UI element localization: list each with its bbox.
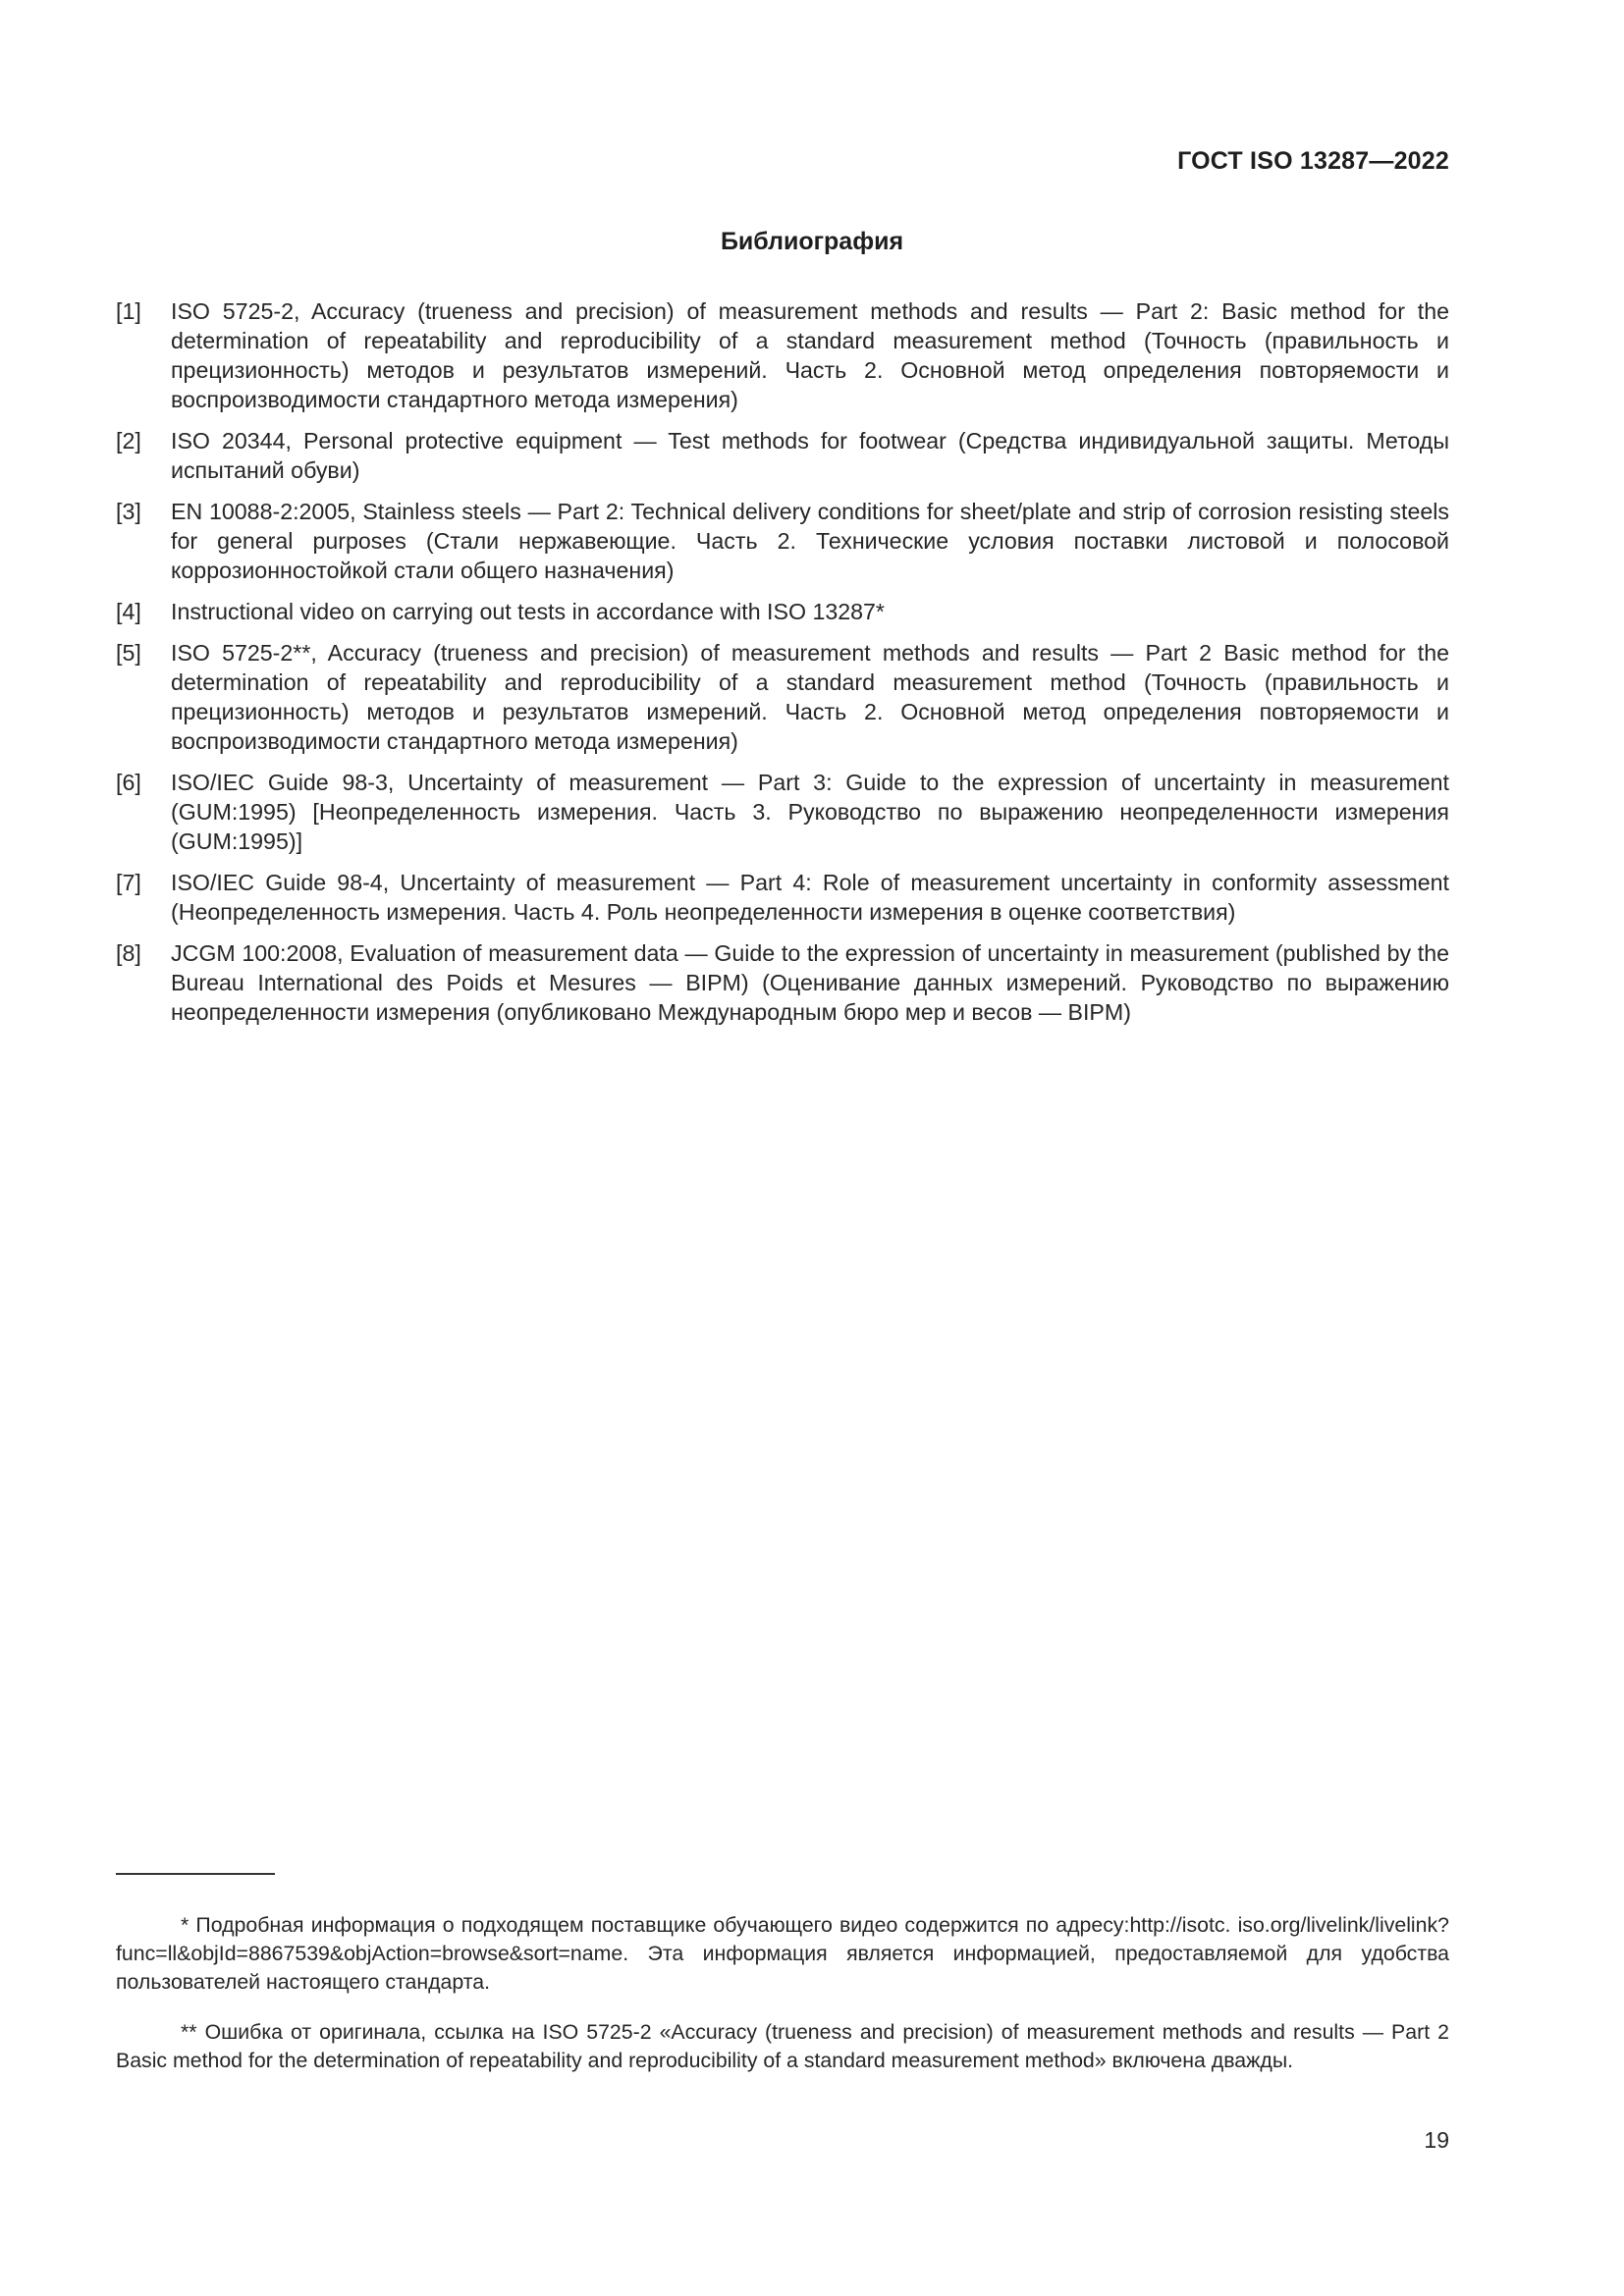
bibliography-entry-text: Instructional video on carrying out tests in accordance with ISO 13287* <box>171 599 885 624</box>
bibliography-entry <box>116 868 1449 927</box>
footnote-double-asterisk: ** Ошибка от оригинала, ссылка на ISO 5725-2 «Accuracy (trueness and precision) of measurement methods and results — Part 2 Basic method for the determination of repeatability and reproducibility of a standard measurement method» включена дважды. <box>116 2019 1449 2072</box>
footnote-single-asterisk: * Подробная информация о подходящем поставщике обучающего видео содержится по адресу:http://isotc. iso.org/livelink/livelink?func=ll&objId=8867539&objAction=browse&sort=name. Эта информация является информацией, предоставляемой для удобства пользователей настоящего стандарта. <box>116 1913 1449 1995</box>
bibliography-entry-text: ISO 5725-2, Accuracy (trueness and precision) of measurement methods and results — Part 2: Basic method for the determination of repeatability and reproducibility of a standard measurement method (Точность (правильность и прецизионность) методов и результатов измерений. Часть 2. Основной метод определения повторяемости и воспроизводимости стандартного метода измерения) <box>171 298 1449 412</box>
bibliography-entry <box>116 768 1449 856</box>
bibliography-entry-number: [1] <box>116 298 141 324</box>
bibliography-entry <box>116 426 1449 485</box>
bibliography-entry <box>116 597 1449 626</box>
document-standard-id: ГОСТ ISO 13287—2022 <box>1177 147 1449 175</box>
bibliography-entry-number: [6] <box>116 770 141 795</box>
page-number: 19 <box>1424 2127 1449 2153</box>
bibliography-entry-text: ISO 5725-2**, Accuracy (trueness and precision) of measurement methods and results — Part 2 Basic method for the determination of repeatability and reproducibility of a standard measurement method (Точность (правильность и прецизионность) методов и результатов измерений. Часть 2. Основной метод определения повторяемости и воспроизводимости стандартного метода измерения) <box>171 640 1449 754</box>
bibliography-entry-text: JCGM 100:2008, Evaluation of measurement data — Guide to the expression of uncertainty in measurement (published by the Bureau International des Poids et Mesures — BIPM) (Оценивание данных измерений. Руководство по выражению неопределенности измерения (опубликовано Международным бюро мер и весов — BIPM) <box>171 940 1449 1025</box>
bibliography-entry-number: [5] <box>116 640 141 666</box>
bibliography-entry-text: EN 10088-2:2005, Stainless steels — Part 2: Technical delivery conditions for sheet/plate and strip of corrosion resisting steels for general purposes (Стали нержавеющие. Часть 2. Технические условия поставки листовой и полосовой коррозионностойкой стали общего назначения) <box>171 499 1449 583</box>
bibliography-entry-number: [3] <box>116 499 141 524</box>
bibliography-entry-number: [7] <box>116 870 141 895</box>
bibliography-entry <box>116 296 1449 414</box>
footnotes <box>116 1891 1449 2086</box>
section-title: Библиография <box>720 228 904 255</box>
bibliography-entry-number: [2] <box>116 428 141 454</box>
bibliography-entry-text: ISO/IEC Guide 98-4, Uncertainty of measurement — Part 4: Role of measurement uncertainty in conformity assessment (Неопределенность измерения. Часть 4. Роль неопределенности измерения в оценке соответствия) <box>171 870 1449 925</box>
bibliography-entry <box>116 938 1449 1027</box>
footnote-separator <box>116 1873 275 1875</box>
bibliography-entry-number: [8] <box>116 940 141 966</box>
bibliography-entry <box>116 638 1449 756</box>
bibliography-entry-number: [4] <box>116 599 141 624</box>
bibliography-entry-text: ISO/IEC Guide 98-3, Uncertainty of measurement — Part 3: Guide to the expression of uncertainty in measurement (GUM:1995) [Неопределенность измерения. Часть 3. Руководство по выражению неопределенности измерения (GUM:1995)] <box>171 770 1449 854</box>
bibliography-list <box>116 296 1449 1039</box>
bibliography-entry-text: ISO 20344, Personal protective equipment — Test methods for footwear (Средства индивидуальной защиты. Методы испытаний обуви) <box>171 428 1449 483</box>
bibliography-entry <box>116 497 1449 585</box>
